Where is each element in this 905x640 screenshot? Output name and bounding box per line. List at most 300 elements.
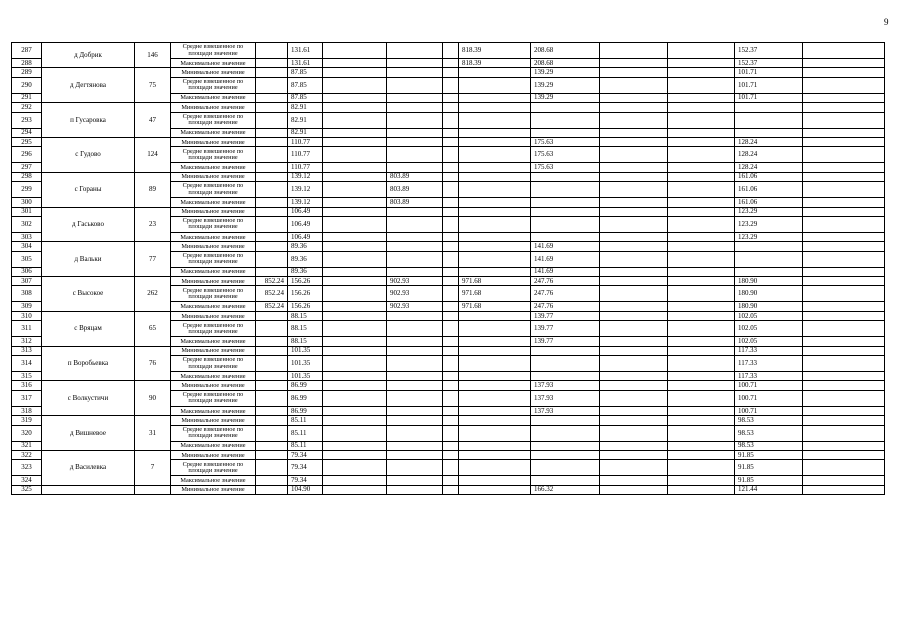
value-cell bbox=[600, 137, 668, 146]
value-cell: 100.71 bbox=[735, 390, 803, 406]
value-cell: 161.06 bbox=[735, 198, 803, 207]
value-cell: 141.69 bbox=[531, 242, 600, 251]
row-number: 322 bbox=[12, 450, 42, 459]
value-cell bbox=[323, 460, 387, 476]
value-cell bbox=[600, 147, 668, 163]
row-number: 298 bbox=[12, 172, 42, 181]
settlement-area: 31 bbox=[135, 416, 171, 451]
value-cell bbox=[323, 207, 387, 216]
value-cell bbox=[256, 406, 288, 415]
value-cell bbox=[600, 406, 668, 415]
value-cell bbox=[600, 381, 668, 390]
value-cell bbox=[443, 286, 459, 302]
row-number: 311 bbox=[12, 321, 42, 337]
value-cell: 98.53 bbox=[735, 425, 803, 441]
value-cell bbox=[387, 77, 443, 93]
settlement-area: 75 bbox=[135, 68, 171, 103]
value-cell bbox=[600, 103, 668, 112]
settlement-area: 65 bbox=[135, 311, 171, 346]
row-number: 303 bbox=[12, 232, 42, 241]
value-cell: 902.93 bbox=[387, 286, 443, 302]
value-cell bbox=[256, 267, 288, 276]
value-cell bbox=[668, 346, 735, 355]
value-type-label: Максимальное значение bbox=[171, 337, 256, 346]
value-cell bbox=[600, 163, 668, 172]
value-cell bbox=[803, 59, 885, 68]
value-cell bbox=[459, 267, 531, 276]
settlement-area: 262 bbox=[135, 277, 171, 312]
value-cell: 208.68 bbox=[531, 43, 600, 59]
value-cell bbox=[600, 207, 668, 216]
value-cell bbox=[803, 68, 885, 77]
value-cell bbox=[803, 242, 885, 251]
value-type-label: Минимальное значение bbox=[171, 172, 256, 181]
value-cell: 139.12 bbox=[288, 172, 323, 181]
value-cell bbox=[387, 267, 443, 276]
value-cell bbox=[803, 137, 885, 146]
value-cell bbox=[323, 441, 387, 450]
value-cell: 852.24 bbox=[256, 286, 288, 302]
value-cell bbox=[600, 112, 668, 128]
value-cell bbox=[323, 476, 387, 485]
value-cell bbox=[323, 232, 387, 241]
value-cell bbox=[803, 163, 885, 172]
value-cell bbox=[387, 416, 443, 425]
value-cell bbox=[443, 450, 459, 459]
value-cell bbox=[443, 182, 459, 198]
value-cell bbox=[387, 43, 443, 59]
row-number: 306 bbox=[12, 267, 42, 276]
value-cell bbox=[803, 390, 885, 406]
value-cell bbox=[803, 311, 885, 320]
value-cell bbox=[323, 112, 387, 128]
value-cell bbox=[323, 267, 387, 276]
value-cell: 247.76 bbox=[531, 302, 600, 311]
value-cell bbox=[387, 207, 443, 216]
value-cell bbox=[531, 172, 600, 181]
value-cell bbox=[443, 172, 459, 181]
value-cell bbox=[323, 406, 387, 415]
value-cell bbox=[323, 356, 387, 372]
value-cell bbox=[459, 232, 531, 241]
row-number: 296 bbox=[12, 147, 42, 163]
value-cell: 971.68 bbox=[459, 286, 531, 302]
value-cell bbox=[256, 450, 288, 459]
value-cell bbox=[803, 147, 885, 163]
value-cell bbox=[668, 216, 735, 232]
value-cell bbox=[323, 68, 387, 77]
value-cell bbox=[600, 425, 668, 441]
value-cell: 110.77 bbox=[288, 147, 323, 163]
value-cell bbox=[668, 390, 735, 406]
value-cell: 85.11 bbox=[288, 416, 323, 425]
value-cell: 803.89 bbox=[387, 198, 443, 207]
value-cell bbox=[256, 416, 288, 425]
value-cell bbox=[443, 216, 459, 232]
value-cell bbox=[256, 147, 288, 163]
value-cell: 88.15 bbox=[288, 311, 323, 320]
table-row bbox=[12, 346, 885, 355]
value-cell bbox=[668, 103, 735, 112]
value-cell: 123.29 bbox=[735, 216, 803, 232]
value-cell bbox=[803, 441, 885, 450]
value-cell: 117.33 bbox=[735, 346, 803, 355]
value-cell bbox=[323, 43, 387, 59]
value-cell bbox=[443, 277, 459, 286]
value-cell bbox=[803, 450, 885, 459]
value-cell bbox=[668, 441, 735, 450]
settlement-name: д Гаськово bbox=[42, 207, 135, 242]
row-number: 292 bbox=[12, 103, 42, 112]
value-cell bbox=[256, 242, 288, 251]
value-cell: 87.85 bbox=[288, 77, 323, 93]
value-cell: 86.99 bbox=[288, 406, 323, 415]
value-cell: 121.44 bbox=[735, 485, 803, 494]
value-type-label: Максимальное значение bbox=[171, 93, 256, 102]
value-cell bbox=[600, 232, 668, 241]
value-cell bbox=[600, 450, 668, 459]
value-cell bbox=[459, 68, 531, 77]
value-cell bbox=[443, 476, 459, 485]
value-cell bbox=[323, 311, 387, 320]
value-cell bbox=[600, 302, 668, 311]
value-cell: 117.33 bbox=[735, 356, 803, 372]
value-cell: 104.90 bbox=[288, 485, 323, 494]
value-cell bbox=[600, 68, 668, 77]
value-cell: 101.35 bbox=[288, 356, 323, 372]
value-cell bbox=[443, 390, 459, 406]
value-cell bbox=[256, 441, 288, 450]
value-cell bbox=[668, 416, 735, 425]
table-row bbox=[12, 242, 885, 251]
value-cell bbox=[459, 172, 531, 181]
value-cell bbox=[459, 198, 531, 207]
value-cell bbox=[600, 93, 668, 102]
settlement-area: 90 bbox=[135, 381, 171, 416]
value-cell bbox=[668, 267, 735, 276]
value-cell bbox=[443, 163, 459, 172]
table-row bbox=[12, 43, 885, 59]
value-cell bbox=[387, 163, 443, 172]
value-cell bbox=[459, 390, 531, 406]
value-cell bbox=[531, 416, 600, 425]
value-cell bbox=[443, 406, 459, 415]
value-cell bbox=[459, 337, 531, 346]
value-cell bbox=[323, 372, 387, 381]
value-cell bbox=[735, 267, 803, 276]
value-cell bbox=[387, 137, 443, 146]
value-cell bbox=[443, 302, 459, 311]
row-number: 310 bbox=[12, 311, 42, 320]
value-cell bbox=[387, 406, 443, 415]
value-cell bbox=[256, 77, 288, 93]
value-cell bbox=[443, 77, 459, 93]
value-cell: 139.29 bbox=[531, 93, 600, 102]
row-number: 293 bbox=[12, 112, 42, 128]
value-cell bbox=[668, 137, 735, 146]
value-cell bbox=[803, 476, 885, 485]
table-row bbox=[12, 381, 885, 390]
value-cell: 101.35 bbox=[288, 346, 323, 355]
value-type-label: Максимальное значение bbox=[171, 372, 256, 381]
table-row bbox=[12, 450, 885, 459]
value-cell: 137.93 bbox=[531, 390, 600, 406]
value-cell bbox=[256, 372, 288, 381]
settlement-name: с Вряцам bbox=[42, 311, 135, 346]
value-cell: 139.77 bbox=[531, 311, 600, 320]
row-number: 316 bbox=[12, 381, 42, 390]
row-number: 294 bbox=[12, 128, 42, 137]
value-cell bbox=[256, 112, 288, 128]
value-cell bbox=[387, 242, 443, 251]
table-row bbox=[12, 277, 885, 286]
value-cell: 152.37 bbox=[735, 59, 803, 68]
value-type-label: Минимальное значение bbox=[171, 416, 256, 425]
value-type-label: Максимальное значение bbox=[171, 59, 256, 68]
settlement-name bbox=[42, 485, 135, 494]
value-type-label: Максимальное значение bbox=[171, 406, 256, 415]
value-cell bbox=[323, 450, 387, 459]
value-cell bbox=[803, 302, 885, 311]
value-cell bbox=[668, 147, 735, 163]
settlement-name: п Воробьевка bbox=[42, 346, 135, 381]
value-cell bbox=[600, 337, 668, 346]
value-cell bbox=[387, 112, 443, 128]
value-cell bbox=[531, 476, 600, 485]
value-cell bbox=[668, 112, 735, 128]
value-cell bbox=[459, 182, 531, 198]
value-cell bbox=[668, 450, 735, 459]
value-cell: 87.85 bbox=[288, 68, 323, 77]
value-cell: 88.15 bbox=[288, 337, 323, 346]
row-number: 304 bbox=[12, 242, 42, 251]
value-cell bbox=[443, 128, 459, 137]
value-cell bbox=[735, 112, 803, 128]
value-cell: 98.53 bbox=[735, 441, 803, 450]
value-cell bbox=[668, 93, 735, 102]
value-cell bbox=[600, 251, 668, 267]
value-cell bbox=[803, 286, 885, 302]
value-cell bbox=[803, 216, 885, 232]
value-cell bbox=[803, 198, 885, 207]
value-cell: 139.12 bbox=[288, 182, 323, 198]
value-cell bbox=[600, 321, 668, 337]
settlement-name: с Гудово bbox=[42, 137, 135, 172]
value-cell bbox=[668, 232, 735, 241]
row-number: 302 bbox=[12, 216, 42, 232]
row-number: 309 bbox=[12, 302, 42, 311]
value-type-label: Минимальное значение bbox=[171, 207, 256, 216]
value-cell bbox=[459, 372, 531, 381]
value-cell bbox=[600, 416, 668, 425]
value-cell: 98.53 bbox=[735, 416, 803, 425]
value-cell: 971.68 bbox=[459, 302, 531, 311]
value-cell bbox=[803, 77, 885, 93]
value-cell bbox=[443, 337, 459, 346]
value-cell bbox=[459, 356, 531, 372]
value-cell: 86.99 bbox=[288, 390, 323, 406]
value-cell: 85.11 bbox=[288, 425, 323, 441]
settlement-name: с Гораны bbox=[42, 172, 135, 207]
row-number: 312 bbox=[12, 337, 42, 346]
row-number: 318 bbox=[12, 406, 42, 415]
value-cell bbox=[668, 172, 735, 181]
value-cell bbox=[668, 251, 735, 267]
value-cell bbox=[256, 337, 288, 346]
value-cell bbox=[531, 198, 600, 207]
value-cell: 852.24 bbox=[256, 302, 288, 311]
value-cell bbox=[803, 425, 885, 441]
table-row bbox=[12, 416, 885, 425]
value-cell bbox=[531, 450, 600, 459]
value-cell bbox=[668, 406, 735, 415]
value-cell bbox=[668, 485, 735, 494]
value-cell bbox=[459, 476, 531, 485]
value-cell bbox=[459, 321, 531, 337]
value-cell bbox=[387, 103, 443, 112]
value-type-label: Средне взвешенное по площади значение bbox=[171, 251, 256, 267]
value-cell bbox=[803, 321, 885, 337]
value-cell bbox=[459, 251, 531, 267]
value-cell bbox=[256, 207, 288, 216]
value-cell bbox=[600, 346, 668, 355]
value-cell bbox=[459, 441, 531, 450]
value-cell bbox=[735, 251, 803, 267]
row-number: 321 bbox=[12, 441, 42, 450]
row-number: 320 bbox=[12, 425, 42, 441]
value-type-label: Максимальное значение bbox=[171, 163, 256, 172]
value-cell bbox=[256, 216, 288, 232]
value-cell bbox=[459, 93, 531, 102]
value-cell bbox=[803, 337, 885, 346]
value-cell bbox=[803, 93, 885, 102]
value-cell bbox=[531, 425, 600, 441]
value-cell bbox=[256, 43, 288, 59]
row-number: 317 bbox=[12, 390, 42, 406]
value-cell bbox=[531, 207, 600, 216]
value-cell: 175.63 bbox=[531, 147, 600, 163]
value-cell bbox=[387, 425, 443, 441]
value-cell bbox=[256, 485, 288, 494]
value-cell bbox=[531, 346, 600, 355]
settlement-area: 23 bbox=[135, 207, 171, 242]
value-type-label: Средне взвешенное по площади значение bbox=[171, 112, 256, 128]
value-cell bbox=[531, 112, 600, 128]
value-cell bbox=[668, 198, 735, 207]
value-type-label: Минимальное значение bbox=[171, 346, 256, 355]
value-cell bbox=[600, 216, 668, 232]
value-cell bbox=[668, 43, 735, 59]
value-cell bbox=[531, 372, 600, 381]
value-cell bbox=[803, 112, 885, 128]
value-cell bbox=[459, 147, 531, 163]
value-cell bbox=[735, 242, 803, 251]
value-type-label: Средне взвешенное по площади значение bbox=[171, 356, 256, 372]
value-cell bbox=[668, 476, 735, 485]
value-cell bbox=[459, 450, 531, 459]
value-cell: 141.69 bbox=[531, 267, 600, 276]
value-cell: 89.36 bbox=[288, 251, 323, 267]
value-cell bbox=[387, 232, 443, 241]
value-cell bbox=[668, 311, 735, 320]
row-number: 314 bbox=[12, 356, 42, 372]
value-cell: 106.49 bbox=[288, 216, 323, 232]
value-cell bbox=[323, 277, 387, 286]
value-cell bbox=[668, 163, 735, 172]
value-cell bbox=[668, 182, 735, 198]
value-type-label: Максимальное значение bbox=[171, 441, 256, 450]
value-cell bbox=[443, 441, 459, 450]
value-cell bbox=[803, 172, 885, 181]
settlement-name: с Волкустичи bbox=[42, 381, 135, 416]
value-cell: 106.49 bbox=[288, 207, 323, 216]
row-number: 301 bbox=[12, 207, 42, 216]
value-cell bbox=[600, 356, 668, 372]
value-cell bbox=[387, 381, 443, 390]
settlement-name: с Высокое bbox=[42, 277, 135, 312]
value-cell bbox=[387, 311, 443, 320]
value-cell bbox=[803, 128, 885, 137]
table-row bbox=[12, 137, 885, 146]
value-cell: 102.05 bbox=[735, 321, 803, 337]
value-cell bbox=[256, 59, 288, 68]
value-cell: 131.61 bbox=[288, 43, 323, 59]
settlement-area bbox=[135, 485, 171, 494]
value-cell: 137.93 bbox=[531, 381, 600, 390]
value-cell bbox=[443, 346, 459, 355]
value-cell bbox=[387, 68, 443, 77]
value-cell bbox=[256, 163, 288, 172]
value-cell bbox=[668, 59, 735, 68]
value-cell bbox=[443, 372, 459, 381]
value-type-label: Средне взвешенное по площади значение bbox=[171, 286, 256, 302]
value-type-label: Максимальное значение bbox=[171, 232, 256, 241]
value-cell bbox=[803, 103, 885, 112]
value-cell bbox=[443, 198, 459, 207]
value-cell bbox=[443, 321, 459, 337]
value-cell bbox=[531, 232, 600, 241]
value-cell: 85.11 bbox=[288, 441, 323, 450]
value-cell bbox=[443, 416, 459, 425]
value-cell bbox=[323, 390, 387, 406]
value-cell bbox=[256, 182, 288, 198]
value-cell bbox=[387, 460, 443, 476]
value-cell: 102.05 bbox=[735, 311, 803, 320]
value-cell bbox=[323, 242, 387, 251]
value-cell bbox=[803, 416, 885, 425]
value-cell bbox=[323, 346, 387, 355]
row-number: 325 bbox=[12, 485, 42, 494]
value-cell: 106.49 bbox=[288, 232, 323, 241]
value-cell bbox=[531, 460, 600, 476]
settlement-area: 77 bbox=[135, 242, 171, 277]
value-cell: 902.93 bbox=[387, 277, 443, 286]
value-cell: 101.71 bbox=[735, 68, 803, 77]
value-cell bbox=[443, 147, 459, 163]
table-row bbox=[12, 68, 885, 77]
value-cell: 161.06 bbox=[735, 172, 803, 181]
row-number: 313 bbox=[12, 346, 42, 355]
value-cell bbox=[443, 251, 459, 267]
value-cell bbox=[256, 311, 288, 320]
settlement-name: п Гусаровка bbox=[42, 103, 135, 138]
value-cell bbox=[803, 182, 885, 198]
table-row bbox=[12, 485, 885, 494]
value-cell bbox=[600, 460, 668, 476]
value-cell: 971.68 bbox=[459, 277, 531, 286]
value-cell bbox=[387, 93, 443, 102]
value-cell bbox=[803, 267, 885, 276]
